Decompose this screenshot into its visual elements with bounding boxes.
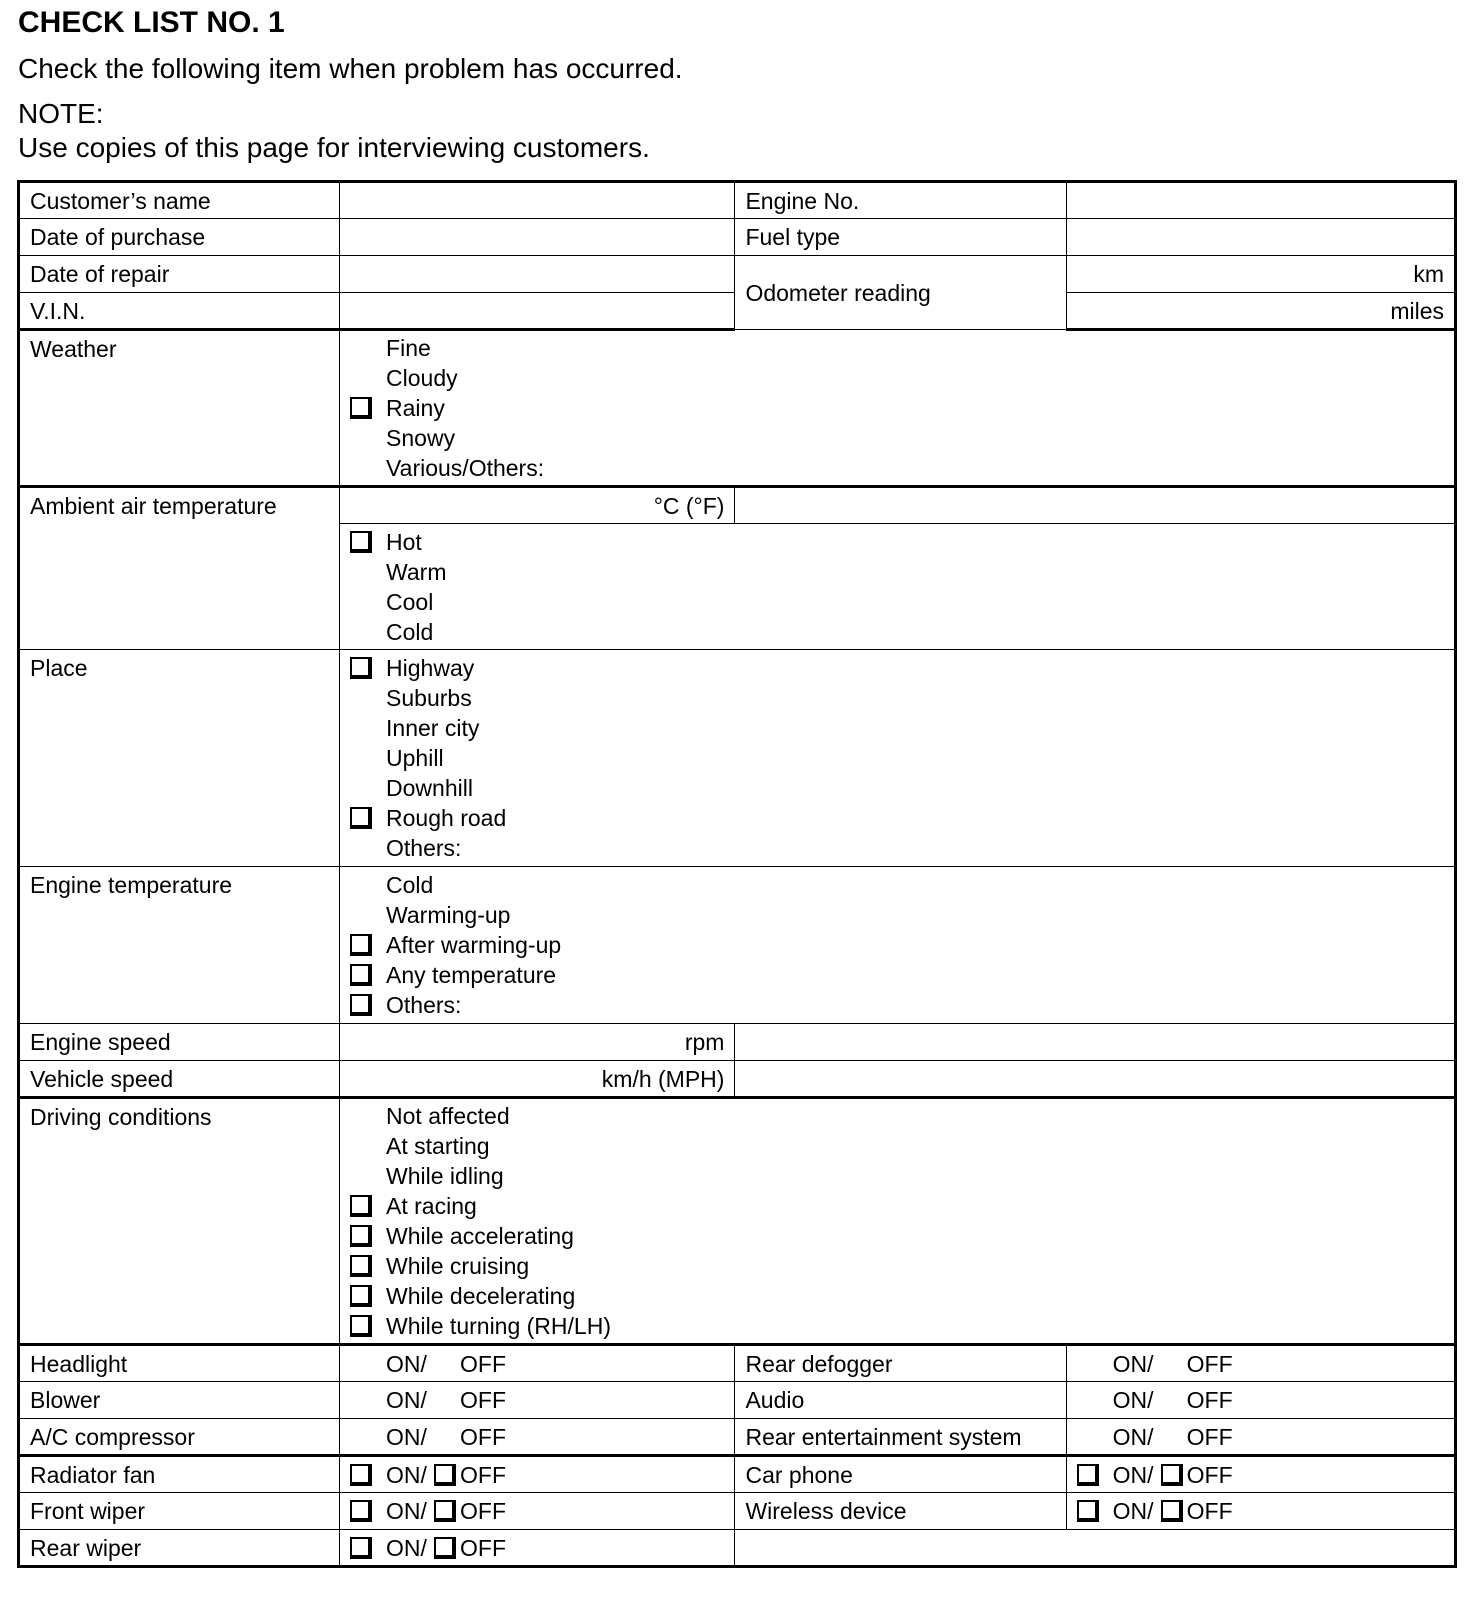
radiator-fan-onoff: ON/ OFF [340, 1456, 735, 1493]
blower-label: Blower [19, 1382, 340, 1419]
date-of-purchase-field[interactable] [340, 219, 735, 256]
engine-temp-label: Engine temperature [19, 867, 340, 1024]
customers-name-field[interactable] [340, 182, 735, 219]
rear-wiper-onoff: ON/ OFF [340, 1530, 735, 1567]
car-phone-onoff: ON/ OFF [1066, 1456, 1455, 1493]
place-label: Place [19, 650, 340, 867]
blower-onoff: ON/ OFF [340, 1382, 735, 1419]
fuel-type-label: Fuel type [735, 219, 1066, 256]
engine-no-field[interactable] [1066, 182, 1455, 219]
checkbox[interactable] [350, 1255, 372, 1277]
off-checkbox[interactable] [434, 1464, 456, 1486]
wireless-device-label: Wireless device [735, 1493, 1066, 1530]
list-item: Fine [386, 335, 431, 361]
odometer-km-field[interactable] [1066, 256, 1455, 293]
radiator-fan-label: Radiator fan [19, 1456, 340, 1493]
list-item: At starting [386, 1133, 490, 1159]
date-of-repair-field[interactable] [340, 256, 735, 293]
checkbox[interactable] [350, 964, 372, 986]
intro-text: Check the following item when problem has occurred. [18, 53, 683, 84]
speed-unit: km/h (MPH) [601, 1065, 725, 1092]
list-item: While cruising [350, 1251, 1444, 1281]
on-checkbox[interactable] [350, 1464, 372, 1486]
list-item: Cold [386, 618, 434, 645]
date-of-purchase-label: Date of purchase [19, 219, 340, 256]
engine-speed-field[interactable] [340, 1024, 735, 1061]
car-phone-label: Car phone [735, 1456, 1066, 1493]
ambient-temp-label: Ambient air temperature [19, 487, 340, 650]
list-item: While accelerating [350, 1221, 1444, 1251]
list-item: Uphill [386, 745, 444, 771]
rear-entertainment-label: Rear entertainment system [735, 1419, 1066, 1456]
place-options [340, 650, 1456, 867]
weather-options [340, 330, 1456, 487]
list-item: Cool [386, 588, 434, 615]
list-item: After warming-up [350, 930, 1444, 960]
list-item: Various/Others: [386, 455, 545, 481]
list-item: Snowy [386, 425, 456, 451]
check-list-form [17, 180, 1457, 1568]
driving-conditions-options [340, 1098, 1456, 1345]
list-item: Warm [386, 558, 447, 585]
headlight-label: Headlight [19, 1345, 340, 1382]
fuel-type-field[interactable] [1066, 219, 1455, 256]
list-item: Downhill [386, 775, 473, 801]
checkbox[interactable] [350, 397, 372, 419]
list-item: Suburbs [386, 685, 472, 711]
list-item: While decelerating [350, 1281, 1444, 1311]
checkbox[interactable] [350, 1225, 372, 1247]
rear-defogger-onoff: ON/ OFF [1066, 1345, 1455, 1382]
engine-no-label: Engine No. [735, 182, 1066, 219]
wireless-device-onoff: ON/ OFF [1066, 1493, 1455, 1530]
rear-wiper-label: Rear wiper [19, 1530, 340, 1567]
audio-onoff: ON/ OFF [1066, 1382, 1455, 1419]
front-wiper-onoff: ON/ OFF [340, 1493, 735, 1530]
list-item: Not affected [386, 1103, 510, 1129]
rear-defogger-label: Rear defogger [735, 1345, 1066, 1382]
on-checkbox[interactable] [1077, 1500, 1099, 1522]
on-checkbox[interactable] [350, 1537, 372, 1559]
vehicle-speed-blank [735, 1061, 1456, 1098]
on-checkbox[interactable] [1077, 1464, 1099, 1486]
checkbox[interactable] [350, 934, 372, 956]
on-checkbox[interactable] [350, 1500, 372, 1522]
rear-entertainment-onoff: ON/ OFF [1066, 1419, 1455, 1456]
checkbox[interactable] [350, 1285, 372, 1307]
off-checkbox[interactable] [434, 1537, 456, 1559]
ambient-temp-field[interactable] [340, 487, 735, 524]
list-item: Rough road [350, 803, 1444, 833]
list-item: Hot [350, 527, 1444, 557]
headlight-onoff: ON/ OFF [340, 1345, 735, 1382]
list-item: While turning (RH/LH) [350, 1311, 1444, 1341]
vin-label: V.I.N. [19, 293, 340, 330]
ambient-temp-blank [735, 487, 1456, 524]
checkbox[interactable] [350, 531, 372, 553]
ac-compressor-label: A/C compressor [19, 1419, 340, 1456]
list-item: Others: [350, 990, 1444, 1020]
list-item: Cold [386, 872, 434, 898]
weather-label: Weather [19, 330, 340, 487]
list-item: Inner city [386, 715, 480, 741]
checkbox[interactable] [350, 657, 372, 679]
date-of-repair-label: Date of repair [19, 256, 340, 293]
ac-compressor-onoff: ON/ OFF [340, 1419, 735, 1456]
list-item: Warming-up [386, 902, 511, 928]
off-checkbox[interactable] [434, 1500, 456, 1522]
list-item: Rainy [350, 393, 1444, 423]
vehicle-speed-label: Vehicle speed [19, 1061, 340, 1098]
off-checkbox[interactable] [1161, 1464, 1183, 1486]
list-item: Any temperature [350, 960, 1444, 990]
vin-field[interactable] [340, 293, 735, 330]
list-item: At racing [350, 1191, 1444, 1221]
list-item: Highway [350, 653, 1444, 683]
driving-conditions-label: Driving conditions [19, 1098, 340, 1345]
miles-unit: miles [1390, 297, 1444, 324]
checkbox[interactable] [350, 1315, 372, 1337]
list-item: Cloudy [386, 365, 458, 391]
list-item: While idling [386, 1163, 504, 1189]
rpm-unit: rpm [684, 1029, 725, 1055]
ambient-temp-options [340, 524, 1456, 650]
km-unit: km [1413, 261, 1444, 287]
rear-wiper-blank [735, 1530, 1456, 1567]
audio-label: Audio [735, 1382, 1066, 1419]
front-wiper-label: Front wiper [19, 1493, 340, 1530]
temp-unit: °C (°F) [653, 492, 725, 519]
page-title: CHECK LIST NO. 1 [18, 6, 285, 39]
engine-temp-options [340, 867, 1456, 1024]
engine-speed-label: Engine speed [19, 1024, 340, 1061]
checkbox[interactable] [350, 994, 372, 1016]
odometer-reading-label: Odometer reading [735, 256, 1066, 330]
engine-speed-blank [735, 1024, 1456, 1061]
customers-name-label: Customer’s name [19, 182, 340, 219]
odometer-miles-field[interactable] [1066, 293, 1455, 330]
list-item: Others: [386, 835, 462, 861]
off-checkbox[interactable] [1161, 1500, 1183, 1522]
note-label: NOTE: [18, 98, 104, 129]
vehicle-speed-field[interactable] [340, 1061, 735, 1098]
checkbox[interactable] [350, 1195, 372, 1217]
checkbox[interactable] [350, 807, 372, 829]
note-text: Use copies of this page for interviewing customers. [18, 132, 650, 163]
